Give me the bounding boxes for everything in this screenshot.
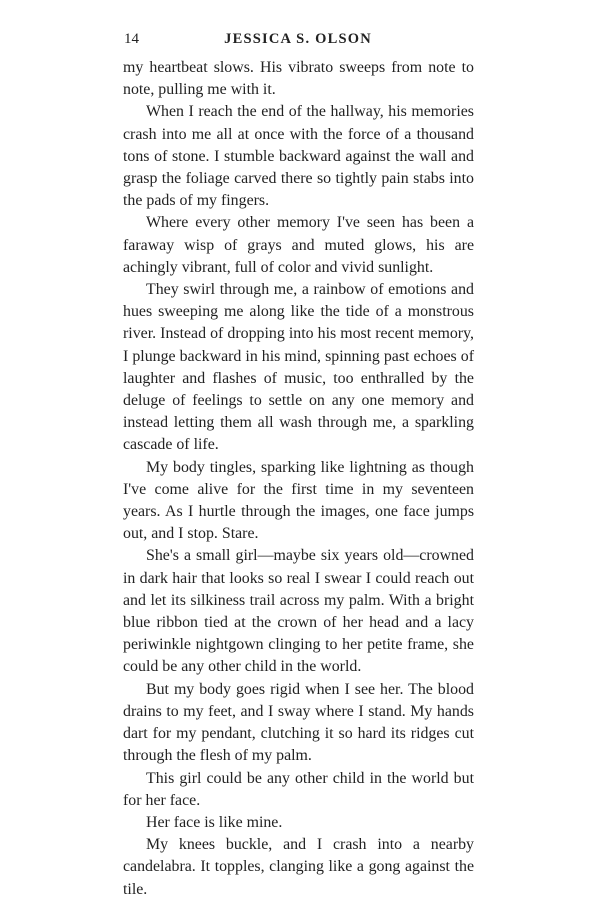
paragraph: But my body goes rigid when I see her. The blood drains to my feet, and I sway where I stand. My hands dart for my pendant, clutching it so hard its ridges cut through the flesh of my palm. [123,680,474,765]
paragraph: Where every other memory I've seen has been a faraway wisp of grays and muted glows, his are achingly vibrant, full of color and vivid sunlight. [123,214,474,276]
page-header [124,29,472,49]
paragraph: They swirl through me, a rainbow of emotions and hues sweeping me along like the tide of a monstrous river. Instead of dropping into his most recent memory, I plunge backward in his mind, spinning past echoes of laughter and flashes of music, too enthralled by the deluge of feelings to settle on any one memory and instead letting them all wash through me, a sparkling cascade of life. [123,281,474,454]
paragraph: She's a small girl—maybe six years old—crowned in dark hair that looks so real I swear I could reach out and let its silkiness trail across my palm. With a bright blue ribbon tied at the crown of her head and a lacy periwinkle nightgown clinging to her petite frame, she could be any other child in the world. [123,547,474,676]
page-number: 14 [124,31,139,47]
paragraph-continued: my heartbeat slows. His vibrato sweeps from note to note, pulling me with it. [123,59,474,99]
paragraph: My knees buckle, and I crash into a nearby candelabra. It topples, clanging like a gong against the tile. [123,836,474,898]
paragraph: When I reach the end of the hallway, his memories crash into me all at once with the force of a thousand tons of stone. I stumble backward against the wall and grasp the foliage carved there so tightly pain stabs into the pads of my fingers. [123,103,474,210]
running-head-author: JESSICA S. OLSON [224,31,372,47]
paragraph: This girl could be any other child in the world but for her face. [123,769,474,809]
paragraph: Her face is like mine. [146,813,283,831]
body-text [123,57,474,901]
paragraph: My body tingles, sparking like lightning as though I've come alive for the first time in my seventeen years. As I hurtle through the images, one face jumps out, and I stop. Stare. [123,458,474,543]
